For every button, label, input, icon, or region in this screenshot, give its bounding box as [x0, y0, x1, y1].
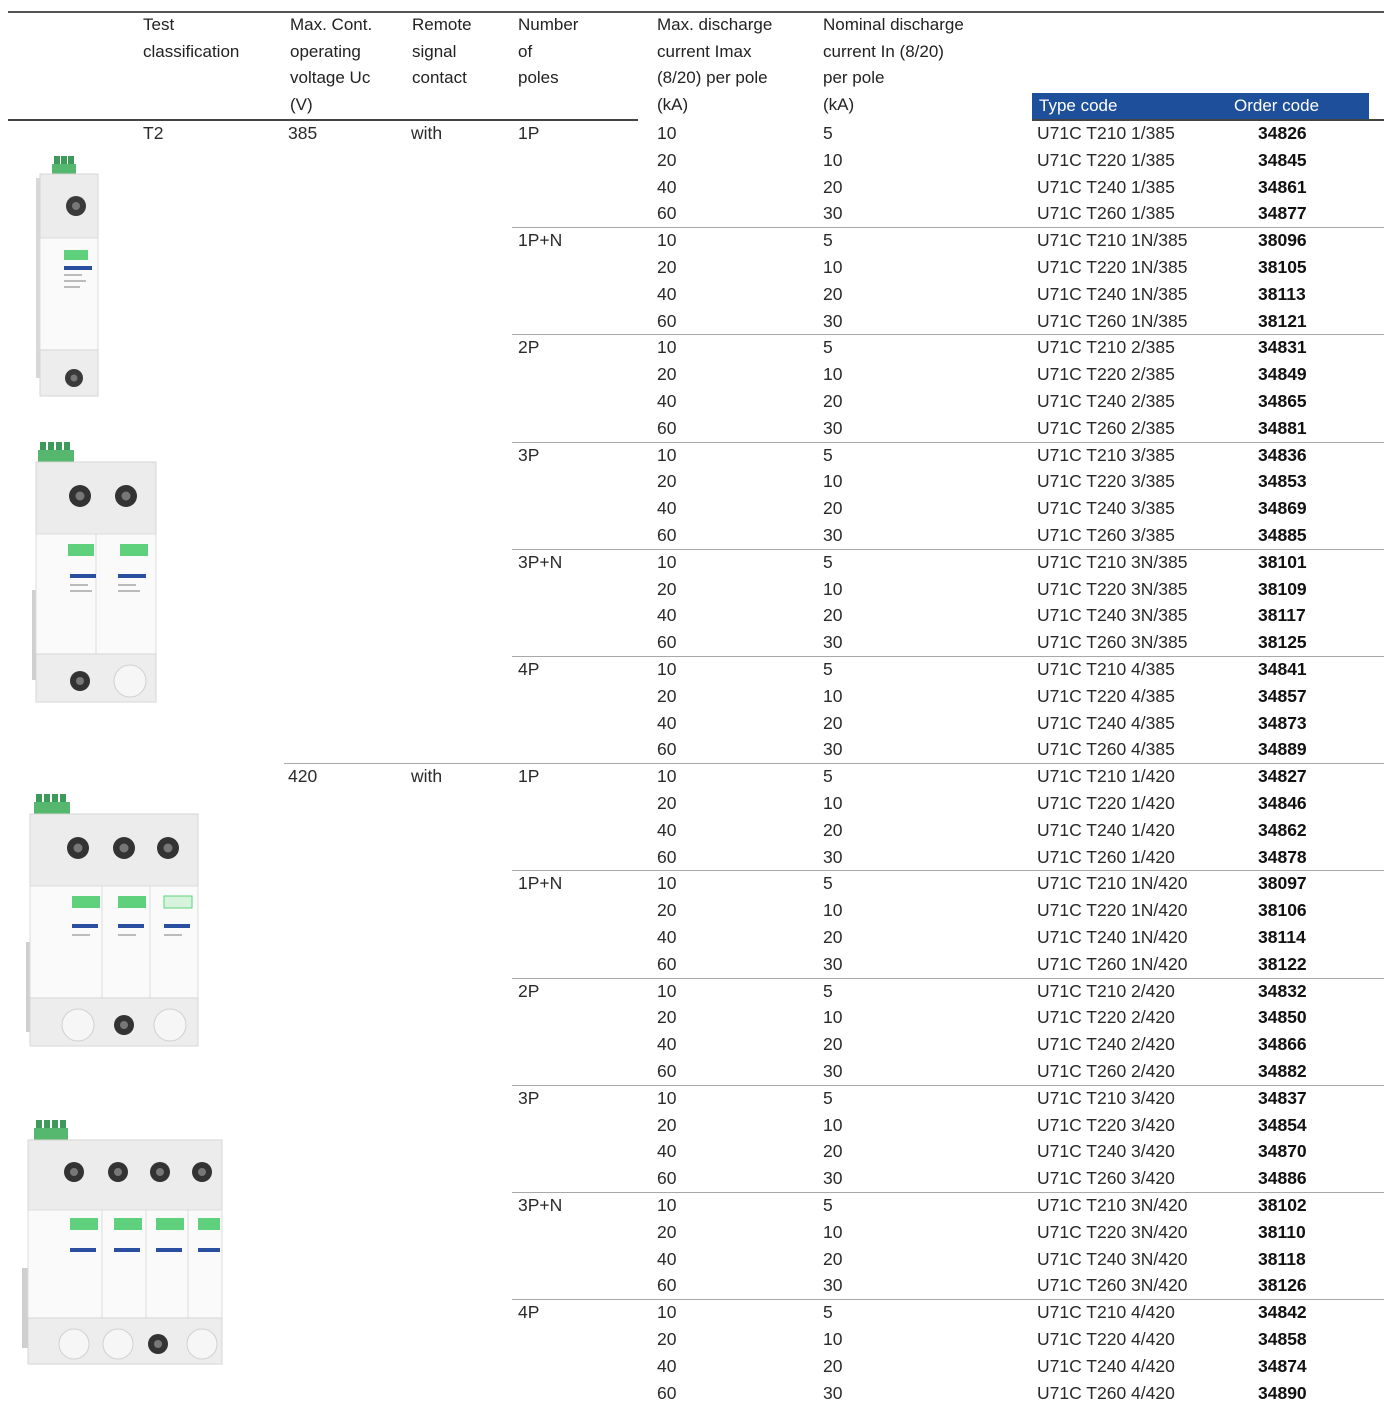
- order-code-value: 38097: [1258, 873, 1307, 894]
- in-value: 20: [823, 498, 843, 519]
- in-value: 30: [823, 1168, 843, 1189]
- product-image-4p: [22, 1118, 228, 1373]
- order-code-value: 34886: [1258, 1168, 1307, 1189]
- poles-value: 4P: [518, 1302, 540, 1323]
- type-code-value: U71C T220 3/420: [1037, 1114, 1175, 1135]
- imax-value: 60: [657, 525, 677, 545]
- group-separator: [512, 1192, 1384, 1193]
- type-code-value: U71C T240 1/385: [1037, 176, 1175, 197]
- type-code-value: U71C T220 2/420: [1037, 1007, 1175, 1028]
- imax-value: 20: [657, 1329, 677, 1349]
- imax-value: 60: [657, 1382, 677, 1403]
- in-value: 10: [823, 471, 843, 492]
- in-value: 5: [823, 551, 833, 572]
- in-value: 5: [823, 337, 833, 358]
- poles-value: 2P: [518, 980, 540, 1001]
- header-test-classification: Test classification: [143, 15, 240, 61]
- type-code-value: U71C T240 3/420: [1037, 1141, 1175, 1162]
- order-code-value: 38109: [1258, 578, 1307, 599]
- imax-value: 60: [657, 1061, 677, 1081]
- imax-value: 40: [657, 712, 677, 733]
- order-code-value: 34889: [1258, 739, 1307, 760]
- type-code-value: U71C T220 4/420: [1037, 1329, 1175, 1349]
- type-code-value: U71C T260 1N/385: [1037, 310, 1188, 331]
- imax-value: 20: [657, 900, 677, 921]
- product-image-2p: [32, 440, 160, 711]
- order-code-value: 34850: [1258, 1007, 1307, 1028]
- voltage-value: 420: [288, 766, 318, 787]
- imax-value: 20: [657, 1221, 677, 1242]
- in-value: 20: [823, 1355, 843, 1376]
- imax-value: 60: [657, 846, 677, 867]
- type-code-value: U71C T210 3/420: [1037, 1087, 1175, 1108]
- order-code-value: 38114: [1258, 927, 1306, 947]
- order-code-value: 34881: [1258, 417, 1307, 438]
- type-code-value: U71C T220 4/385: [1037, 685, 1175, 706]
- in-value: 5: [823, 980, 833, 1001]
- imax-value: 40: [657, 498, 677, 519]
- type-code-value: U71C T260 3N/385: [1037, 632, 1188, 653]
- in-value: 5: [823, 1087, 833, 1108]
- imax-value: 40: [657, 1141, 677, 1162]
- imax-value: 10: [657, 1302, 677, 1323]
- order-code-value: 38102: [1258, 1195, 1307, 1215]
- poles-value: 1P+N: [518, 230, 563, 251]
- in-value: 5: [823, 659, 833, 679]
- type-code-value: U71C T210 2/420: [1037, 980, 1175, 1001]
- group-separator: [512, 334, 1384, 335]
- in-value: 20: [823, 283, 843, 304]
- imax-value: 40: [657, 391, 677, 411]
- order-code-value: 34845: [1258, 149, 1307, 170]
- in-value: 30: [823, 310, 843, 331]
- order-code-value: 34890: [1258, 1382, 1307, 1403]
- imax-value: 60: [657, 632, 677, 653]
- imax-value: 40: [657, 1034, 677, 1055]
- type-code-value: U71C T210 1/385: [1037, 123, 1175, 143]
- order-code-value: 38117: [1258, 605, 1306, 626]
- imax-value: 40: [657, 176, 677, 197]
- imax-value: 40: [657, 819, 677, 840]
- type-code-value: U71C T240 4/385: [1037, 712, 1175, 733]
- imax-value: 10: [657, 1195, 677, 1215]
- in-value: 10: [823, 1114, 843, 1135]
- type-code-value: U71C T260 1/385: [1037, 203, 1175, 224]
- in-value: 10: [823, 1007, 843, 1028]
- poles-value: 1P: [518, 766, 540, 787]
- group-separator: [512, 978, 1384, 979]
- in-value: 10: [823, 364, 843, 385]
- imax-value: 60: [657, 203, 677, 224]
- imax-value: 40: [657, 1248, 677, 1269]
- type-code-value: U71C T240 1N/420: [1037, 927, 1188, 947]
- imax-value: 20: [657, 793, 677, 813]
- imax-value: 10: [657, 444, 677, 465]
- in-value: 30: [823, 203, 843, 224]
- type-code-value: U71C T260 1N/420: [1037, 953, 1188, 974]
- order-code-value: 34878: [1258, 846, 1307, 867]
- type-code-value: U71C T260 4/420: [1037, 1382, 1175, 1403]
- order-code-value: 38096: [1258, 230, 1307, 251]
- type-code-value: U71C T210 3N/385: [1037, 551, 1188, 572]
- type-code-value: U71C T220 3/385: [1037, 471, 1175, 492]
- in-value: 10: [823, 1221, 843, 1242]
- order-code-value: 34857: [1258, 685, 1307, 706]
- in-value: 20: [823, 1248, 843, 1269]
- type-code-value: U71C T260 4/385: [1037, 739, 1175, 760]
- order-code-value: 34882: [1258, 1061, 1307, 1081]
- in-value: 10: [823, 900, 843, 921]
- poles-value: 1P: [518, 123, 540, 143]
- type-code-value: U71C T210 2/385: [1037, 337, 1175, 358]
- type-code-value: U71C T240 1N/385: [1037, 283, 1188, 304]
- order-code-value: 34874: [1258, 1355, 1307, 1376]
- type-code-value: U71C T260 3N/420: [1037, 1275, 1188, 1296]
- imax-value: 20: [657, 257, 677, 277]
- imax-value: 40: [657, 927, 677, 947]
- in-value: 10: [823, 578, 843, 599]
- type-code-value: U71C T210 4/385: [1037, 659, 1175, 679]
- poles-value: 3P+N: [518, 1195, 563, 1215]
- type-code-value: U71C T240 3N/420: [1037, 1248, 1188, 1269]
- order-code-value: 34885: [1258, 525, 1307, 545]
- test-classification-value: T2: [143, 123, 164, 143]
- in-value: 5: [823, 1302, 833, 1323]
- order-code-value: 34854: [1258, 1114, 1307, 1135]
- imax-value: 10: [657, 551, 677, 572]
- imax-value: 60: [657, 1275, 677, 1296]
- type-code-value: U71C T260 2/420: [1037, 1061, 1175, 1081]
- type-code-value: U71C T240 3N/385: [1037, 605, 1188, 626]
- in-value: 20: [823, 605, 843, 626]
- order-code-value: 38125: [1258, 632, 1307, 653]
- imax-value: 40: [657, 605, 677, 626]
- in-value: 10: [823, 149, 843, 170]
- in-value: 5: [823, 230, 833, 251]
- surge-protector-4p-icon: [22, 1118, 228, 1368]
- order-code-value: 34841: [1258, 659, 1307, 679]
- order-code-value: 34869: [1258, 498, 1307, 519]
- in-value: 30: [823, 417, 843, 438]
- type-code-value: U71C T220 3N/420: [1037, 1221, 1188, 1242]
- surge-protector-1p-icon: [36, 150, 106, 402]
- type-code-value: U71C T220 1N/420: [1037, 900, 1188, 921]
- in-value: 20: [823, 176, 843, 197]
- type-code-value: U71C T210 4/420: [1037, 1302, 1175, 1323]
- product-image-3p: [26, 792, 202, 1055]
- order-code-value: 34866: [1258, 1034, 1307, 1055]
- type-code-value: U71C T210 1N/385: [1037, 230, 1188, 251]
- type-code-value: U71C T220 3N/385: [1037, 578, 1188, 599]
- header-in: Nominal discharge current In (8/20) per pole (kA): [823, 15, 964, 114]
- imax-value: 60: [657, 1168, 677, 1189]
- imax-value: 10: [657, 766, 677, 787]
- imax-value: 10: [657, 873, 677, 894]
- type-code-value: U71C T240 3/385: [1037, 498, 1175, 519]
- header-poles: Number of poles: [518, 15, 579, 87]
- order-code-value: 34846: [1258, 793, 1307, 813]
- type-code-value: U71C T240 2/385: [1037, 391, 1175, 411]
- in-value: 20: [823, 819, 843, 840]
- type-code-value: U71C T240 2/420: [1037, 1034, 1175, 1055]
- in-value: 20: [823, 927, 843, 947]
- imax-value: 60: [657, 953, 677, 974]
- imax-value: 20: [657, 1114, 677, 1135]
- imax-value: 60: [657, 417, 677, 438]
- poles-value: 1P+N: [518, 873, 563, 894]
- imax-value: 10: [657, 980, 677, 1001]
- imax-value: 40: [657, 283, 677, 304]
- imax-value: 20: [657, 471, 677, 492]
- order-code-value: 34870: [1258, 1141, 1307, 1162]
- order-code-value: 34861: [1258, 176, 1307, 197]
- header-order-code: Order code: [1234, 96, 1320, 115]
- in-value: 20: [823, 391, 843, 411]
- group-separator: [512, 1085, 1384, 1086]
- group-separator: [512, 1299, 1384, 1300]
- imax-value: 60: [657, 739, 677, 760]
- order-code-value: 34836: [1258, 444, 1307, 465]
- in-value: 20: [823, 712, 843, 733]
- order-code-value: 34853: [1258, 471, 1307, 492]
- voltage-value: 385: [288, 123, 318, 143]
- order-code-value: 34865: [1258, 391, 1307, 411]
- type-code-value: U71C T260 3/385: [1037, 525, 1175, 545]
- order-code-value: 38118: [1258, 1248, 1306, 1269]
- order-code-value: 38122: [1258, 953, 1307, 974]
- in-value: 30: [823, 525, 843, 545]
- order-code-value: 34877: [1258, 203, 1307, 224]
- order-code-value: 38110: [1258, 1221, 1306, 1242]
- group-separator: [512, 549, 1384, 550]
- in-value: 10: [823, 1329, 843, 1349]
- order-code-value: 34826: [1258, 123, 1307, 143]
- header-type-code: Type code: [1039, 96, 1118, 115]
- in-value: 30: [823, 1061, 843, 1081]
- group-separator: [512, 227, 1384, 228]
- order-code-value: 38106: [1258, 900, 1307, 921]
- order-code-value: 34873: [1258, 712, 1307, 733]
- order-code-value: 34832: [1258, 980, 1307, 1001]
- imax-value: 10: [657, 337, 677, 358]
- in-value: 10: [823, 793, 843, 813]
- imax-value: 40: [657, 1355, 677, 1376]
- order-code-value: 38101: [1258, 551, 1307, 572]
- type-code-value: U71C T260 2/385: [1037, 417, 1175, 438]
- surge-protector-2p-icon: [32, 440, 160, 706]
- in-value: 5: [823, 444, 833, 465]
- poles-value: 4P: [518, 659, 540, 679]
- poles-value: 3P: [518, 1087, 540, 1108]
- imax-value: 20: [657, 685, 677, 706]
- in-value: 10: [823, 257, 843, 277]
- in-value: 5: [823, 1195, 833, 1215]
- order-code-value: 34831: [1258, 337, 1307, 358]
- type-code-value: U71C T240 4/420: [1037, 1355, 1175, 1376]
- in-value: 30: [823, 739, 843, 760]
- type-code-value: U71C T220 1/385: [1037, 149, 1175, 170]
- type-code-value: U71C T210 3/385: [1037, 444, 1175, 465]
- in-value: 20: [823, 1034, 843, 1055]
- poles-value: 3P: [518, 444, 540, 465]
- imax-value: 20: [657, 1007, 677, 1028]
- order-code-value: 38105: [1258, 257, 1307, 277]
- type-code-value: U71C T240 1/420: [1037, 819, 1175, 840]
- order-code-value: 34837: [1258, 1087, 1307, 1108]
- in-value: 30: [823, 1382, 843, 1403]
- group-separator: [512, 442, 1384, 443]
- in-value: 30: [823, 846, 843, 867]
- header-max-voltage: Max. Cont. operating voltage Uc (V): [290, 15, 373, 114]
- header-imax: Max. discharge current Imax (8/20) per pole (kA): [657, 15, 773, 114]
- type-code-value: U71C T210 3N/420: [1037, 1195, 1188, 1215]
- order-code-value: 34849: [1258, 364, 1307, 385]
- imax-value: 60: [657, 310, 677, 331]
- type-code-value: U71C T220 1N/385: [1037, 257, 1188, 277]
- type-code-value: U71C T210 1/420: [1037, 766, 1175, 787]
- imax-value: 10: [657, 230, 677, 251]
- order-code-value: 38113: [1258, 283, 1306, 304]
- order-code-value: 34827: [1258, 766, 1307, 787]
- signal-contact-value: with: [411, 766, 443, 787]
- imax-value: 10: [657, 1087, 677, 1108]
- type-code-value: U71C T210 1N/420: [1037, 873, 1188, 894]
- product-image-1p: [36, 150, 106, 407]
- order-code-value: 38126: [1258, 1275, 1307, 1296]
- surge-protector-3p-icon: [26, 792, 202, 1050]
- imax-value: 20: [657, 578, 677, 599]
- in-value: 5: [823, 766, 833, 787]
- poles-value: 3P+N: [518, 551, 563, 572]
- type-code-value: U71C T260 3/420: [1037, 1168, 1175, 1189]
- in-value: 30: [823, 953, 843, 974]
- imax-value: 10: [657, 123, 677, 143]
- type-code-value: U71C T220 2/385: [1037, 364, 1175, 385]
- in-value: 10: [823, 685, 843, 706]
- group-separator: [512, 870, 1384, 871]
- order-code-value: 38121: [1258, 310, 1307, 331]
- group-separator: [512, 656, 1384, 657]
- in-value: 20: [823, 1141, 843, 1162]
- in-value: 5: [823, 873, 833, 894]
- in-value: 30: [823, 1275, 843, 1296]
- code-header-bar: [1032, 93, 1369, 119]
- in-value: 30: [823, 632, 843, 653]
- in-value: 5: [823, 123, 833, 143]
- type-code-value: U71C T260 1/420: [1037, 846, 1175, 867]
- header-rule-left: [8, 119, 638, 121]
- order-code-value: 34842: [1258, 1302, 1307, 1323]
- signal-contact-value: with: [411, 123, 443, 143]
- block-separator: [284, 763, 1384, 764]
- header-remote-signal: Remote signal contact: [412, 15, 472, 87]
- type-code-value: U71C T220 1/420: [1037, 793, 1175, 813]
- imax-value: 20: [657, 364, 677, 385]
- imax-value: 10: [657, 659, 677, 679]
- poles-value: 2P: [518, 337, 540, 358]
- order-code-value: 34858: [1258, 1329, 1307, 1349]
- order-code-value: 34862: [1258, 819, 1307, 840]
- imax-value: 20: [657, 149, 677, 170]
